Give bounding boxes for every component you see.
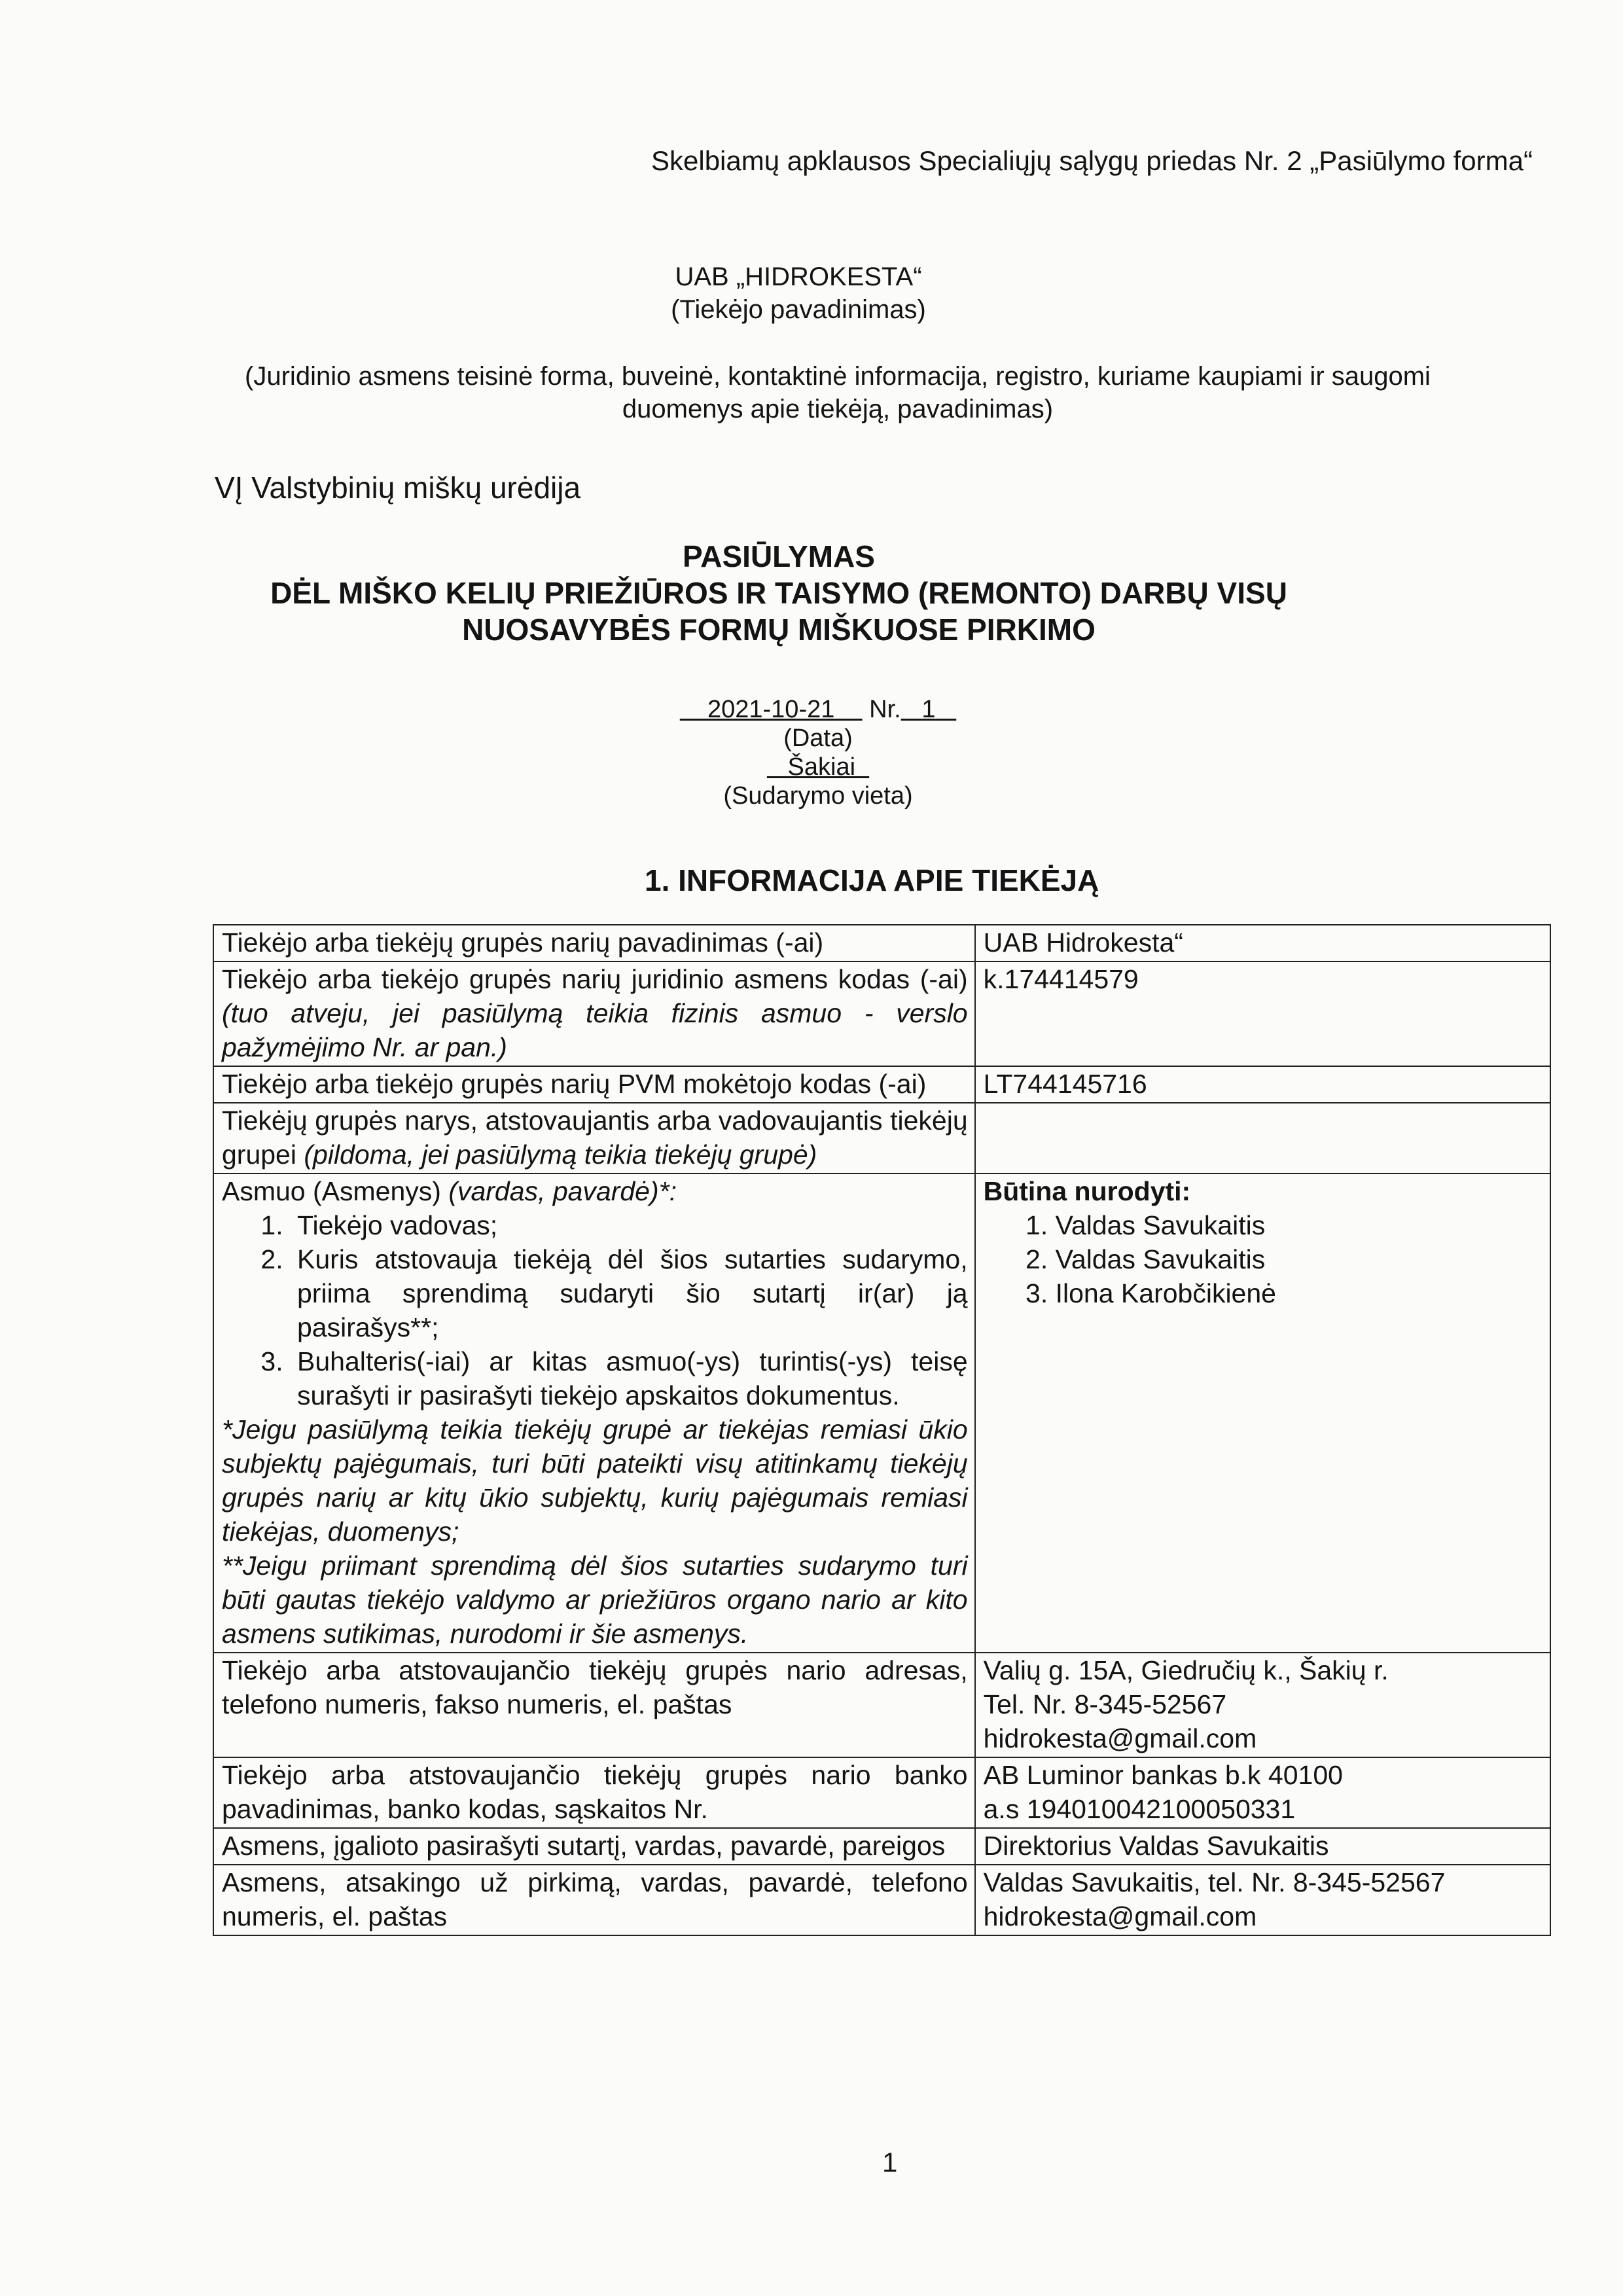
list-item: 1. Tiekėjo vadovas;	[291, 1208, 968, 1242]
row-value: Valdas Savukaitis, tel. Nr. 8-345-52567 hidrokesta@gmail.com	[975, 1865, 1550, 1935]
row-note: (pildoma, jei pasiūlymą teikia tiekėjų grupė)	[304, 1139, 817, 1170]
required-heading: Būtina nurodyti:	[983, 1176, 1191, 1206]
row-value: UAB Hidrokesta“	[975, 925, 1550, 961]
place-value: Šakiai	[787, 753, 856, 781]
row-note: (tuo atveju, jei pasiūlymą teikia fizinis asmuo - verslo pažymėjimo Nr. ar pan.)	[222, 998, 968, 1062]
legal-form-note: (Juridinio asmens teisinė forma, buveinė, kontaktinė informacija, registro, kuriame kaupiami ir saugomi duomenys apie tiekėją, pavadinimas)	[245, 362, 1431, 423]
table-row	[213, 1174, 1550, 1653]
row-value: AB Luminor bankas b.k 40100 a.s 194010042100050331	[975, 1757, 1550, 1828]
row-value: Valių g. 15A, Giedručių k., Šakių r. Tel. Nr. 8-345-52567 hidrokesta@gmail.com	[975, 1653, 1550, 1757]
row-value	[975, 1103, 1550, 1174]
row-label: Tiekėjo arba tiekėjo grupės narių PVM mokėtojo kodas (-ai)	[213, 1066, 975, 1103]
place-line	[589, 753, 1047, 781]
list-item: 3. Buhalteris(-iai) ar kitas asmuo(-ys) turintis(-ys) teisę surašyti ir pasirašyti tiekėjo apskaitos dokumentus.	[291, 1344, 968, 1412]
row-value: Direktorius Valdas Savukaitis	[975, 1828, 1550, 1865]
date-value: 2021-10-21	[707, 696, 835, 723]
table-row	[213, 1757, 1550, 1828]
row-label: Tiekėjo arba tiekėjo grupės narių juridinio asmens kodas (-ai) (tuo atveju, jei pasiūlymą teikia fizinis asmuo - verslo pažymėjimo Nr. ar pan.)	[213, 961, 975, 1066]
row-label: Tiekėjo arba tiekėjų grupės narių pavadinimas (-ai)	[213, 925, 975, 961]
title-line-1: PASIŪLYMAS	[683, 539, 875, 573]
persons-label: Asmuo (Asmenys) (vardas, pavardė)*:	[222, 1176, 677, 1206]
footnote-1: *Jeigu pasiūlymą teikia tiekėjų grupė ar tiekėjas remiasi ūkio subjektų pajėgumais, turi būti pateikti visų atitinkamų tiekėjų grupės narių ar kitų ūkio subjektų, kurių pajėgumais remiasi tiekėjas, duomenys;	[222, 1414, 968, 1547]
row-label: Tiekėjų grupės narys, atstovaujantis arba vadovaujantis tiekėjų grupei (pildoma, jei pasiūlymą teikia tiekėjų grupė)	[213, 1103, 975, 1174]
table-row	[213, 925, 1550, 961]
title-line-3: NUOSAVYBĖS FORMŲ MIŠKUOSE PIRKIMO	[462, 613, 1096, 647]
table-row	[213, 1865, 1550, 1935]
footnote-2: **Jeigu priimant sprendimą dėl šios sutarties sudarymo turi būti gautas tiekėjo valdymo ar priežiūros organo nario ar kito asmens sutikimas, nurodomi ir šie asmenys.	[222, 1551, 968, 1649]
supplier-info-table	[213, 924, 1551, 1936]
page-number: 1	[882, 2147, 898, 2178]
table-row	[213, 1066, 1550, 1103]
row-label: Asmens, atsakingo už pirkimą, vardas, pavardė, telefono numeris, el. paštas	[213, 1865, 975, 1935]
date-caption: (Data)	[783, 725, 853, 752]
date-place-block	[589, 695, 1047, 810]
row-value: k.174414579	[975, 961, 1550, 1066]
row-label: Tiekėjo arba atstovaujančio tiekėjų grupės nario adresas, telefono numeris, fakso numeris, el. paštas	[213, 1653, 975, 1757]
section-heading: 1. INFORMACIJA APIE TIEKĖJĄ	[645, 863, 1099, 897]
table-row	[213, 1103, 1550, 1174]
buyer-name: VĮ Valstybinių miškų urėdija	[215, 471, 581, 505]
document-title	[249, 538, 1309, 648]
row-label: Asmens, įgalioto pasirašyti sutartį, vardas, pavardė, pareigos	[213, 1828, 975, 1865]
date-number-line	[589, 695, 1047, 724]
place-caption: (Sudarymo vieta)	[723, 782, 913, 810]
row-label: Tiekėjo arba atstovaujančio tiekėjų grupės nario banko pavadinimas, banko kodas, sąskaitos Nr.	[213, 1757, 975, 1828]
list-item: 3. Ilona Karobčikienė	[1056, 1276, 1543, 1310]
table-row	[213, 961, 1550, 1066]
persons-values	[984, 1208, 1543, 1310]
list-item: 2. Valdas Savukaitis	[1056, 1242, 1543, 1276]
row-value: LT744145716	[975, 1066, 1550, 1103]
persons-list	[222, 1208, 968, 1412]
number-label: Nr.	[869, 696, 901, 723]
annex-reference: Skelbiamų apklausos Specialiųjų sąlygų priedas Nr. 2 „Pasiūlymo forma“	[651, 145, 1533, 176]
row-label	[213, 1174, 975, 1653]
table-row	[213, 1828, 1550, 1865]
number-value: 1	[921, 696, 936, 723]
row-value	[975, 1174, 1550, 1653]
supplier-header	[406, 260, 1191, 326]
title-line-2: DĖL MIŠKO KELIŲ PRIEŽIŪROS IR TAISYMO (REMONTO) DARBŲ VISŲ	[270, 576, 1287, 610]
table-row	[213, 1653, 1550, 1757]
list-item: 2. Kuris atstovauja tiekėją dėl šios sutarties sudarymo, priima sprendimą sudaryti šio sutartį ir(ar) ją pasirašys**;	[291, 1242, 968, 1344]
supplier-name-caption: (Tiekėjo pavadinimas)	[671, 295, 926, 324]
supplier-name: UAB „HIDROKESTA“	[675, 262, 922, 291]
list-item: 1. Valdas Savukaitis	[1056, 1208, 1543, 1242]
